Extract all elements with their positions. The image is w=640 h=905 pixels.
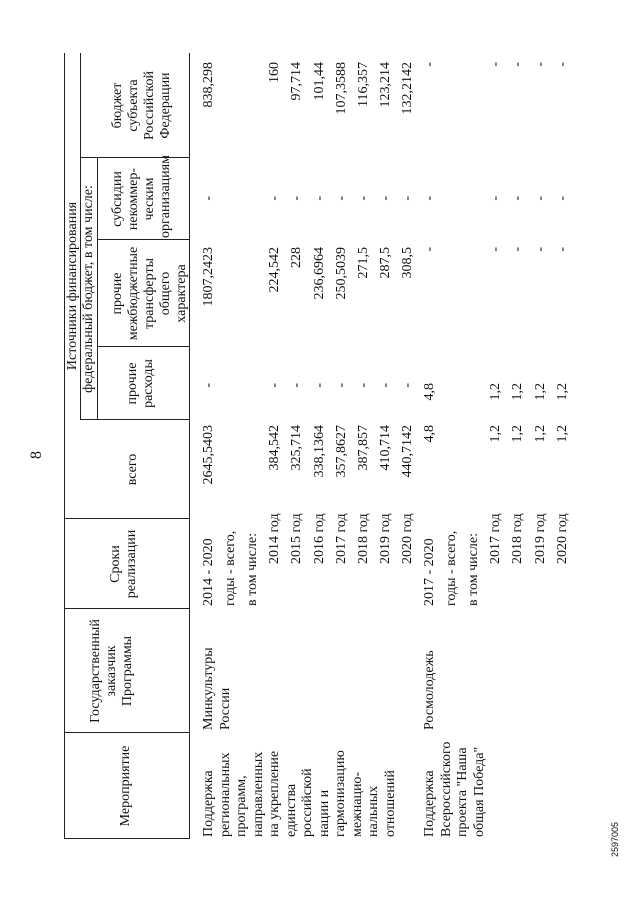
total-cell: 410,714 [377,425,393,471]
transfers-cell: 228 [289,247,305,268]
subsidies-cell: - [554,196,570,201]
transfers-cell: 250,5039 [333,247,349,300]
other-expenses-cell: 1,2 [554,383,570,401]
regional-cell: 116,357 [355,62,371,107]
header-customer: Государственный заказчик Программы [88,619,135,723]
transfers-cell: - [510,247,526,252]
transfers-cell: 271,5 [355,247,371,279]
subsidies-cell: - [311,196,327,201]
activity-text: общая Победа" [471,746,487,837]
activity-text: отношений [382,770,398,837]
subsidies-cell: - [201,196,216,201]
header-sources: Источники финансирования [65,201,80,371]
term-cell: 2019 год [532,513,548,564]
total-cell: 440,7142 [399,425,415,478]
term-cell: 2014 - 2020 [201,538,216,606]
total-cell: 1,2 [488,425,504,443]
transfers-cell: 308,5 [399,247,415,279]
transfers-cell: 224,542 [267,247,283,293]
other-expenses-cell: - [267,383,283,388]
regional-cell: - [510,62,526,67]
header-other-expenses: прочие расходы [125,359,156,408]
term-cell: 2017 год [488,513,504,564]
transfers-cell: 236,6964 [311,247,327,300]
total-cell: 357,8627 [333,425,349,478]
other-expenses-cell: - [311,383,327,388]
other-expenses-cell: - [399,383,415,388]
activity-text: единства [283,783,299,837]
customer-text: России [217,687,233,730]
activity-text: нации и [316,789,332,837]
subsidies-cell: - [289,196,305,201]
regional-cell: - [422,62,437,67]
other-expenses-cell: - [201,383,216,388]
regional-cell: 838,298 [201,62,216,108]
other-expenses-cell: 4,8 [422,383,437,401]
activity-text: на укрепление [267,750,282,837]
header-bottom-border [189,53,190,839]
term-cell: 2016 год [311,513,327,564]
total-cell: 4,8 [422,425,437,443]
term-cell: в том числе: [466,533,482,606]
other-expenses-cell: - [377,383,393,388]
subsidies-cell: - [422,196,437,201]
activity-text: региональных [217,752,233,837]
total-cell: 2645,5403 [201,425,216,485]
header-regional: бюджет субъекта Российской Федерации [110,71,173,140]
header-subsidies: субсидии некоммер-ческим организациям [110,155,173,238]
activity-text: Поддержка [422,770,437,837]
term-cell: в том числе: [245,533,261,606]
term-cell: 2019 год [377,513,393,564]
document-stamp: 2597005 [610,821,620,857]
term-cell: годы - всего, [223,530,239,606]
transfers-cell: - [488,247,504,252]
other-expenses-cell: 1,2 [532,383,548,401]
header-federal: федеральный бюджет, в том числе: [81,185,96,393]
total-cell: 384,542 [267,425,283,471]
transfers-cell: - [554,247,570,252]
transfers-cell: 1807,2423 [201,247,216,307]
term-cell: 2020 год [399,513,415,564]
other-expenses-cell: - [333,383,349,388]
regional-cell: 123,214 [377,62,393,108]
term-cell: 2018 год [510,513,526,564]
column-divider [97,239,189,240]
other-expenses-cell: 1,2 [488,383,504,401]
subsidies-cell: - [377,196,393,201]
total-cell: 338,1364 [311,425,327,478]
regional-cell: 107,3588 [333,62,349,115]
column-divider [97,346,189,347]
total-cell: 1,2 [554,425,570,443]
regional-cell: 97,714 [289,62,305,101]
regional-cell: - [488,62,504,67]
total-cell: 1,2 [510,425,526,443]
term-cell: 2017 - 2020 [422,538,437,606]
federal-header-divider [97,158,98,420]
term-cell: годы - всего, [444,530,460,606]
customer-text: Минкультуры [201,647,216,730]
activity-text: Поддержка [201,770,216,837]
activity-text: программ, [234,775,249,837]
regional-cell: 160 [267,62,283,83]
other-expenses-cell: 1,2 [510,383,526,401]
regional-cell: - [554,62,570,67]
header-transfers: прочие межбюджетные трансферты общего характера [110,246,189,341]
term-cell: 2017 год [333,513,349,564]
activity-text: проекта "Наша [455,747,470,837]
subsidies-cell: - [488,196,504,201]
page-number: 8 [28,451,45,459]
term-cell: 2015 год [289,513,305,564]
term-cell: 2014 год [267,513,283,564]
other-expenses-cell: - [355,383,371,388]
subsidies-cell: - [510,196,526,201]
subsidies-cell: - [355,196,371,201]
activity-text: Всероссийского [438,741,454,837]
subsidies-cell: - [399,196,415,201]
header-terms: Сроки реализации [108,529,139,599]
activity-text: межнацио- [349,771,365,837]
term-cell: 2018 год [355,513,371,564]
transfers-cell: - [422,247,437,252]
transfers-cell: 287,5 [377,247,393,279]
total-cell: 325,714 [289,425,305,471]
regional-cell: 132,2142 [399,62,415,115]
transfers-cell: - [532,247,548,252]
customer-text: Росмолодежь [422,650,437,730]
regional-cell: 101,44 [311,62,327,101]
total-cell: 1,2 [532,425,548,443]
subsidies-cell: - [267,196,283,201]
header-activity: Мероприятие [118,745,133,827]
activity-text: гармонизацию [333,750,348,837]
subsidies-cell: - [333,196,349,201]
activity-text: направленных [250,751,266,837]
header-total: всего [125,453,140,486]
total-cell: 387,857 [355,425,371,471]
activity-text: российской [300,768,315,837]
other-expenses-cell: - [289,383,305,388]
term-cell: 2020 год [554,513,570,564]
subsidies-cell: - [532,196,548,201]
activity-text: нальных [366,785,381,837]
regional-cell: - [532,62,548,67]
